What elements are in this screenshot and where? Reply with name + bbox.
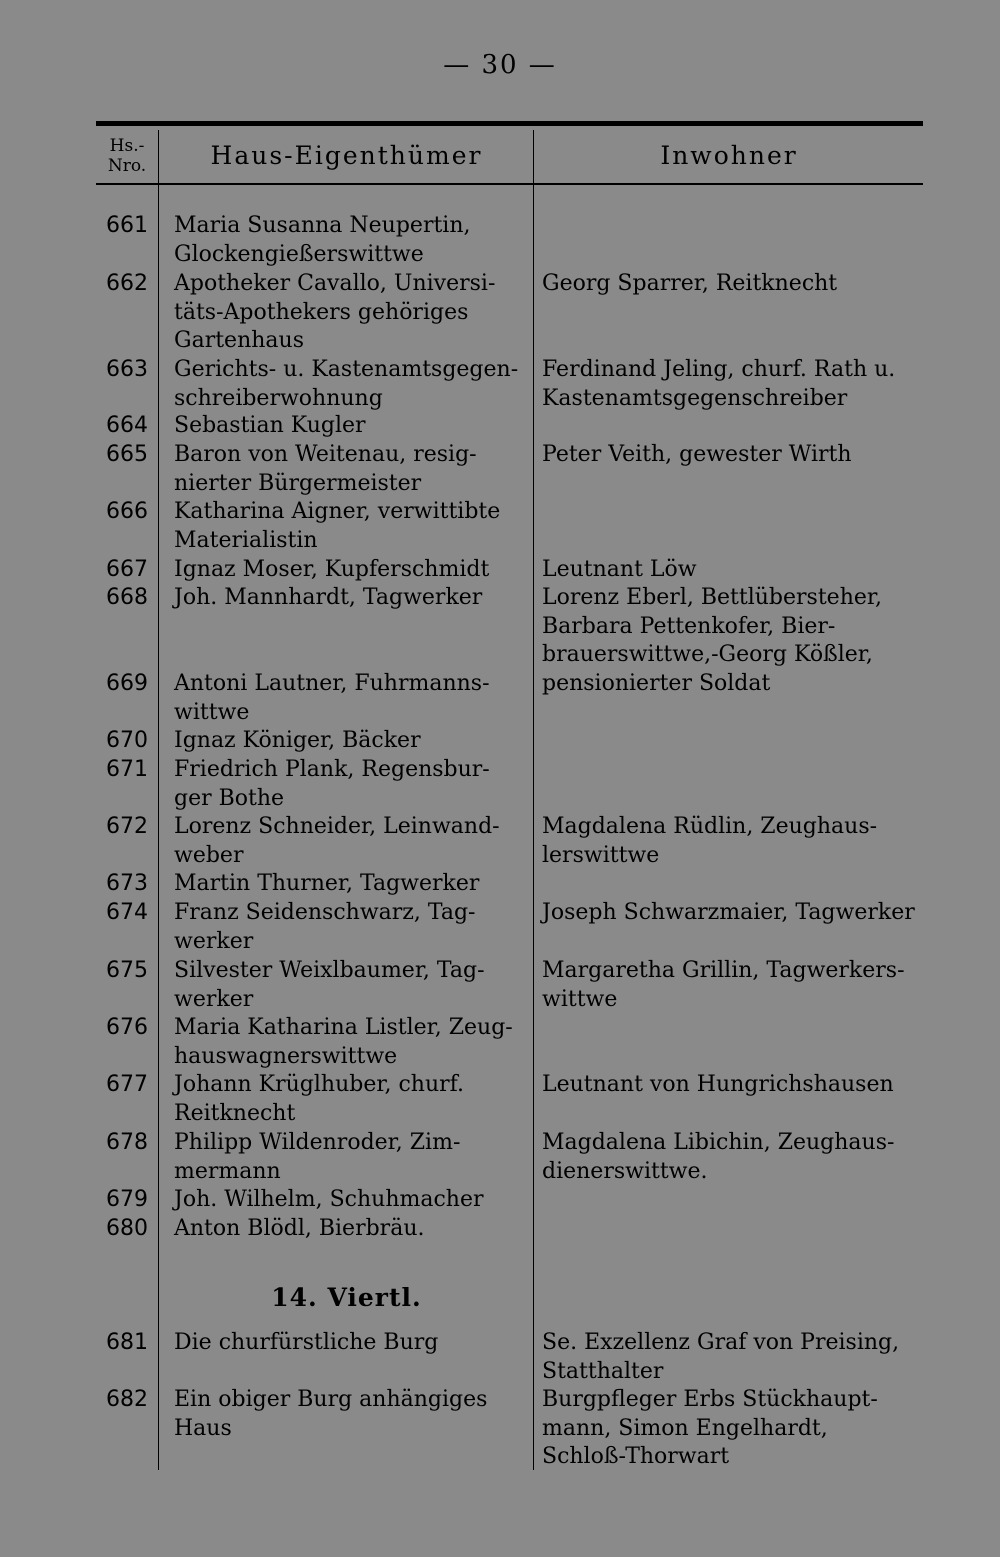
resident-cell: Leutnant von Hungrichshausen <box>542 1072 894 1097</box>
resident-cell: Magdalena Libichin, Zeughaus- dienerswittwe. <box>542 1130 895 1184</box>
owner-cell: Joh. Mannhardt, Tagwerker <box>174 585 483 610</box>
owner-cell: Ignaz Moser, Kupferschmidt <box>174 557 490 582</box>
owner-cell: Gerichts- u. Kastenamtsgegen- schreiberwohnung <box>174 357 519 411</box>
owner-cell: Silvester Weixlbaumer, Tag- werker <box>174 958 485 1012</box>
owner-cell: Katharina Aigner, verwittibte Materialistin <box>174 499 501 553</box>
owner-cell: Joh. Wilhelm, Schuhmacher <box>174 1187 484 1212</box>
owner-cell: Lorenz Schneider, Leinwand- weber <box>174 814 500 868</box>
resident-cell: Leutnant Löw <box>542 557 697 582</box>
house-number: 676 <box>106 1015 148 1040</box>
owner-cell: Martin Thurner, Tagwerker <box>174 871 480 896</box>
house-number: 674 <box>106 900 148 925</box>
house-number: 668 <box>106 585 148 610</box>
resident-cell: Burgpfleger Erbs Stückhaupt- mann, Simon Engelhardt, Schloß-Thorwart <box>542 1387 878 1470</box>
owner-cell: Philipp Wildenroder, Zim- mermann <box>174 1130 461 1184</box>
owner-cell: Johann Krüglhuber, churf. Reitknecht <box>174 1072 464 1126</box>
house-number: 673 <box>106 871 148 896</box>
house-number: 669 <box>106 671 148 696</box>
house-number: 662 <box>106 271 148 296</box>
owner-cell: Die churfürstliche Burg <box>174 1330 439 1355</box>
resident-cell: Se. Exzellenz Graf von Preising, Statthalter <box>542 1330 900 1384</box>
header-house-number-line2: Nro. <box>107 155 147 176</box>
column-divider-nr <box>158 130 159 1470</box>
column-divider-owner <box>533 130 534 1470</box>
house-number: 670 <box>106 728 148 753</box>
house-number: 665 <box>106 442 148 467</box>
resident-cell: Joseph Schwarzmaier, Tagwerker <box>542 900 915 925</box>
house-number: 679 <box>106 1187 148 1212</box>
header-house-number-line1: Hs.- <box>109 135 145 156</box>
header-top-rule <box>96 121 923 126</box>
resident-cell: Magdalena Rüdlin, Zeughaus- lerswittwe <box>542 814 878 868</box>
owner-cell: Apotheker Cavallo, Universi- täts-Apothekers gehöriges Gartenhaus <box>174 271 496 354</box>
header-owner: Haus-Eigenthümer <box>210 141 483 170</box>
owner-cell: Ignaz Königer, Bäcker <box>174 728 421 753</box>
owner-cell: Franz Seidenschwarz, Tag- werker <box>174 900 476 954</box>
owner-cell: Maria Katharina Listler, Zeug- hauswagnerswittwe <box>174 1015 513 1069</box>
house-number: 681 <box>106 1330 148 1355</box>
owner-cell: Antoni Lautner, Fuhrmanns- wittwe <box>174 671 490 725</box>
house-number: 664 <box>106 413 148 438</box>
header-bottom-rule <box>96 183 923 185</box>
house-number: 678 <box>106 1130 148 1155</box>
owner-cell: Friedrich Plank, Regensbur- ger Bothe <box>174 757 490 811</box>
resident-cell: Peter Veith, gewester Wirth <box>542 442 852 467</box>
section-title: 14. Viertl. <box>271 1283 422 1312</box>
house-number: 682 <box>106 1387 148 1412</box>
page-number: — 30 — <box>443 50 557 80</box>
resident-cell: Margaretha Grillin, Tagwerkers- wittwe <box>542 958 905 1012</box>
house-number: 680 <box>106 1216 148 1241</box>
owner-cell: Sebastian Kugler <box>174 413 366 438</box>
house-number: 671 <box>106 757 148 782</box>
owner-cell: Ein obiger Burg anhängiges Haus <box>174 1387 488 1441</box>
owner-cell: Maria Susanna Neupertin, Glockengießerswittwe <box>174 213 471 267</box>
resident-cell: Georg Sparrer, Reitknecht <box>542 271 838 296</box>
owner-cell: Anton Blödl, Bierbräu. <box>174 1216 425 1241</box>
resident-cell: Ferdinand Jeling, churf. Rath u. Kastenamtsgegenschreiber <box>542 357 896 411</box>
house-number: 667 <box>106 557 148 582</box>
house-number: 666 <box>106 499 148 524</box>
house-number: 677 <box>106 1072 148 1097</box>
owner-cell: Baron von Weitenau, resig- nierter Bürgermeister <box>174 442 477 496</box>
house-number: 661 <box>106 213 148 238</box>
resident-cell: Lorenz Eberl, Bettlübersteher, Barbara Pettenkofer, Bier- brauerswittwe,-Georg Kößler, pensionierter Soldat <box>542 585 882 696</box>
house-number: 663 <box>106 357 148 382</box>
header-resident: Inwohner <box>660 141 798 170</box>
house-number: 675 <box>106 958 148 983</box>
house-number: 672 <box>106 814 148 839</box>
header-house-number <box>96 128 158 183</box>
